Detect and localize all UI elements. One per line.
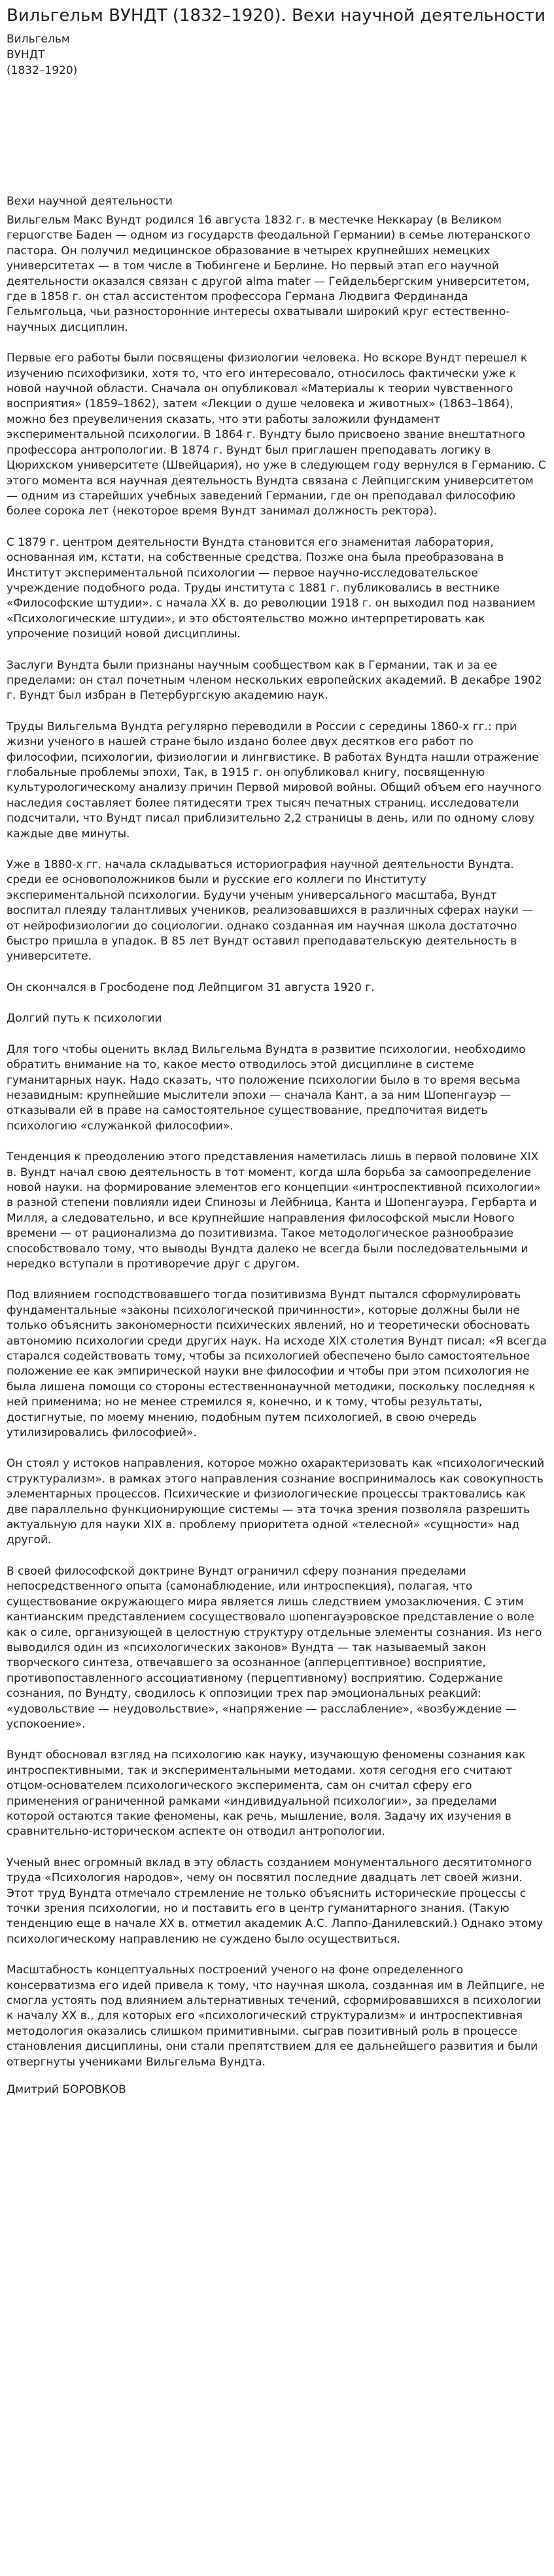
paragraph: В своей философской доктрине Вундт ограничил сферу познания пределами непосредственного опыта (самонаблюдение, или интроспекция), полагая, что существование окружающего мира является лишь следствием умозаключения. С этим кантианским представлением сосуществовало шопенгауэровское представление о воле как о силе, организующей в целостную структуру отдельные элементы сознания. Из него выводился один из «психологических законов» Вундта — так называемый закон творческого синтеза, отвечавшего за осознанное (апперцептивное) восприятие, противопоставленного ассоциативному (перцептивному) восприятию. Содержание сознания, по Вундту, сводилось к оппозиции трех пар эмоциональных реакций: «удовольствие — неудовольствие», «напряжение — расслабление», «возбуждение — успокоение». [7, 1564, 542, 1731]
author-name: Дмитрий БОРОВКОВ [7, 2083, 126, 2097]
blank-space [7, 78, 547, 193]
paragraph: С 1879 г. центром деятельности Вундта становится его знаменитая лаборатория, основанная им, кстати, на собственные средства. Позже она была преобразована в Институт экспериментальной психологии — первое научно-исследовательское учреждение подобного рода. Труды института с 1881 г. публиковались в вестнике «Философские штудии». с начала XX в. до революции 1918 г. он выходил под названием «Психологические штудии», и это обстоятельство можно интерпретировать как упрочение позиций новой дисциплины. [7, 535, 536, 641]
paragraph: Под влиянием господствовавшего тогда позитивизма Вундт пытался сформулировать фундаментальные «законы психологической причинности», которые должны были не только объяснить закономерности психических явлений, но и теоретически обосновать автономию психологии среди других наук. На исходе XIX столетия Вундт писал: «Я всегда старался содействовать тому, чтобы за психологией обеспечено было самостоятельное положение ее как эмпирической науки вне философии и чтобы при этом психология не была лишена помощи со стороны естественнонаучной методики, поскольку последняя к ней применима; но не менее стремился я, конечно, и к тому, чтобы результаты, достигнутые, по моему мнению, подобным путем психологией, в свою очередь утилизировались философией». [7, 1288, 547, 1440]
meta-years: (1832–1920) [7, 64, 78, 77]
paragraph: Для того чтобы оценить вклад Вильгельма Вундта в развитие психологии, необходимо обратить внимание на то, какое место отводилось этой дисциплине в системе гуманитарных наук. Надо сказать, что положение психологии было в то время весьма незавидным: крупнейшие мыслители эпохи — сначала Кант, а за ним Шопенгауэр — отказывали ей в праве на самостоятельное существование, предпочитая видеть психологию «служанкой философии». [7, 1043, 526, 1133]
section-heading: Вехи научной деятельности [7, 195, 173, 208]
paragraph: Труды Вильгельма Вундта регулярно переводили в России с середины 1860-х гг.: при жизни ученого в нашей стране было издано более двух десятков его работ по философии, психологии, физиологии и лингвистике. В работах Вундта нашли отражение глобальные проблемы эпохи, Так, в 1915 г. он опубликовал книгу, посвященную культурологическому анализу причин Первой мировой войны. Общий объем его научного наследия составляет более пятидесяти трех тысяч печатных страниц. исследователи подсчитали, что Вундт писал приблизительно 2,2 страницы в день, или по одному слову каждые две минуты. [7, 720, 542, 841]
meta-last-name: ВУНДТ [7, 48, 45, 61]
paragraph: Вундт обосновал взгляд на психологию как науку, изучающую феномены сознания как интроспективными, так и экспериментальными методами. хотя сегодня его считают отцом-основателем психологического эксперимента, сам он считал сферу его применения ограниченной рамками «индивидуальной психологии», за пределами которой остаются такие феномены, как речь, мышление, воля. Задачу их изучения в сравнительно-историческом аспекте он отводил антропологии. [7, 1748, 526, 1839]
page-title: Вильгельм ВУНДТ (1832–1920). Вехи научной деятельности [7, 6, 546, 25]
paragraph: Первые его работы были посвящены физиологии человека. Но вскоре Вундт перешел к изучению психофизики, хотя то, что его интересовало, относилось фактически уже к новой научной области. Сначала он опубликовал «Материалы к теории чувственного восприятия» (1859–1862), затем «Лекции о душе человека и животных» (1863–1864), можно без преувеличения сказать, что эти работы заложили фундамент экспериментальной психологии. В 1864 г. Вундту было присвоено звание внештатного профессора антропологии. В 1874 г. Вундт был приглашен преподавать логику в Цюрихском университете (Швейцария), но уже в следующем году вернулся в Германию. С этого момента вся научная деятельность Вундта связана с Лейпцигским университетом — одним из старейших учебных заведений Германии, где он преподавал философию более сорока лет (некоторое время Вундт занимал должность ректора). [7, 352, 546, 518]
paragraph: Тенденция к преодолению этого представления наметилась лишь в первой половине XIX в. Вундт начал свою деятельность в тот момент, когда шла борьба за самоопределение новой науки. на формирование элементов его концепции «интроспективной психологии» в разной степени повлияли идеи Спинозы и Лейбница, Канта и Шопенгауэра, Гербарта и Милля, а следовательно, и все крупнейшие направления философской мысли Нового времени — от рационализма до позитивизма. Такое методологическое разнообразие способствовало тому, что выводы Вундта далеко не всегда были последовательными и нередко вступали в противоречие друг с другом. [7, 1150, 541, 1271]
article-meta [7, 31, 547, 78]
meta-first-name: Вильгельм [7, 33, 70, 46]
paragraph: Уже в 1880-х гг. начала складываться историография научной деятельности Вундта. среди ее основоположников были и русские его коллеги по Институту экспериментальной психологии. Будучи ученым универсального масштаба, Вундт воспитал плеяду талантливых учеников, реализовавшихся в различных сферах науки — от нейрофизиологии до социологии. однако созданная им научная школа достаточно быстро пришла в упадок. В 85 лет Вундт оставил преподавательскую деятельность в университете. [7, 858, 534, 963]
paragraph: Заслуги Вундта были признаны научным сообществом как в Германии, так и за ее пределами: он стал почетным членом нескольких европейских академий. В декабре 1902 г. Вундт был избран в Петербургскую академию наук. [7, 658, 542, 703]
section-heading: Долгий путь к психологии [7, 1012, 162, 1026]
paragraph: Ученый внес огромный вклад в эту область созданием монументального десятитомного труда «Психология народов», чему он посвятил последние двадцать лет своей жизни. Этот труд Вундта отмечало стремление не только объяснить исторические процессы с точки зрения психологии, но и поставить его в центр гуманитарного знания. (Такую тенденцию еще в начале XX в. отметил академик А.С. Лаппо-Данилевский.) Однако этому психологическому направлению не суждено было осуществиться. [7, 1856, 544, 1946]
paragraph: Он скончался в Гросбодене под Лейпцигом 31 августа 1920 г. [7, 980, 375, 994]
paragraph: Он стоял у истоков направления, которое можно охарактеризовать как «психологический структурализм». в рамках этого направления сознание воспринималось как совокупность элементарных процессов. Психические и физиологические процессы трактовались как две параллельно функционирующие системы — эта точка зрения позволяла разрешить актуальную для науки XIX в. проблему приоритета одной «телесной» «сущности» над другой. [7, 1457, 545, 1547]
paragraph: Вильгельм Макс Вундт родился 16 августа 1832 г. в местечке Неккарау (в Великом герцогстве Баден — одном из государств феодальной Германии) в семье лютеранского пастора. Он получил медицинское образование в четырех крупнейших немецких университетах — в том числе в Тюбингене и Берлине. Но первый этап его научной деятельности оказался связан с другой alma mater — Гейдельбергским университетом, где в 1858 г. он стал ассистентом профессора Германа Людвига Фердинанда Гельмгольца, чьи разносторонние интересы охватывали широкий круг естественно-научных дисциплин. [7, 214, 530, 334]
paragraph: Масштабность концептуальных построений ученого на фоне определенного консерватизма его идей привела к тому, что научная школа, созданная им в Лейпциге, не смогла устоять под влиянием альтернативных течений, сформировавшихся в психологии к началу XX в., для которых его «психологический структурализм» и интроспективная методология оказались слишком примитивными. сыграв позитивный роль в процессе становления дисциплины, они стали препятствием для ее дальнейшего развития и были отвергнуты учениками Вильгельма Вундта. [7, 1964, 545, 2069]
